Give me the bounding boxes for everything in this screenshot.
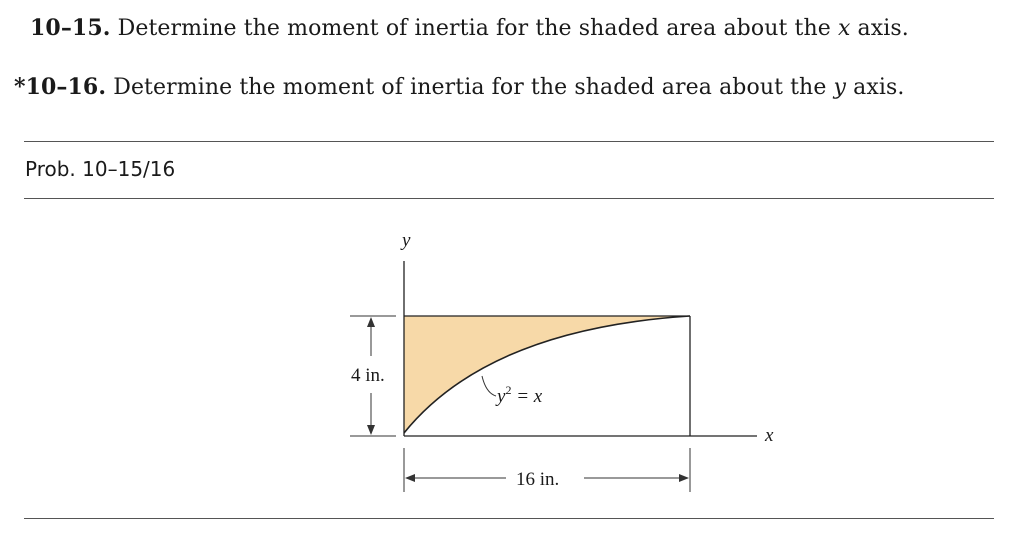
arrowhead-right — [679, 474, 689, 482]
curve-label-leader — [482, 376, 496, 396]
y-axis-label: y — [402, 230, 411, 251]
shaded-area — [404, 316, 690, 433]
curve-label-exponent: 2 — [505, 383, 512, 397]
problem-text: Determine the moment of inertia for the shaded area about the — [106, 75, 834, 100]
curve-label-base: y — [497, 386, 506, 407]
arrowhead-down — [367, 425, 375, 435]
problem-text-end: axis. — [846, 75, 905, 100]
arrowhead-left — [405, 474, 415, 482]
arrowhead-up — [367, 317, 375, 327]
divider-rule — [24, 518, 994, 519]
problem-text: Determine the moment of inertia for the shaded area about the — [110, 16, 838, 41]
width-dimension — [404, 448, 690, 492]
problem-number: *10–16. — [14, 74, 107, 100]
curve-label-rest: = x — [511, 386, 543, 407]
height-dimension — [350, 316, 396, 436]
axis-variable: x — [837, 16, 851, 41]
x-axis-label: x — [765, 425, 774, 446]
problem-number: 10–15. — [30, 15, 111, 41]
width-dimension-label: 16 in. — [516, 469, 560, 490]
height-dimension-label: 4 in. — [351, 365, 385, 386]
curve-equation-label — [495, 383, 543, 407]
problem-text-end: axis. — [850, 16, 909, 41]
axis-variable: y — [833, 75, 847, 100]
figure-caption: Prob. 10–15/16 — [25, 157, 176, 181]
